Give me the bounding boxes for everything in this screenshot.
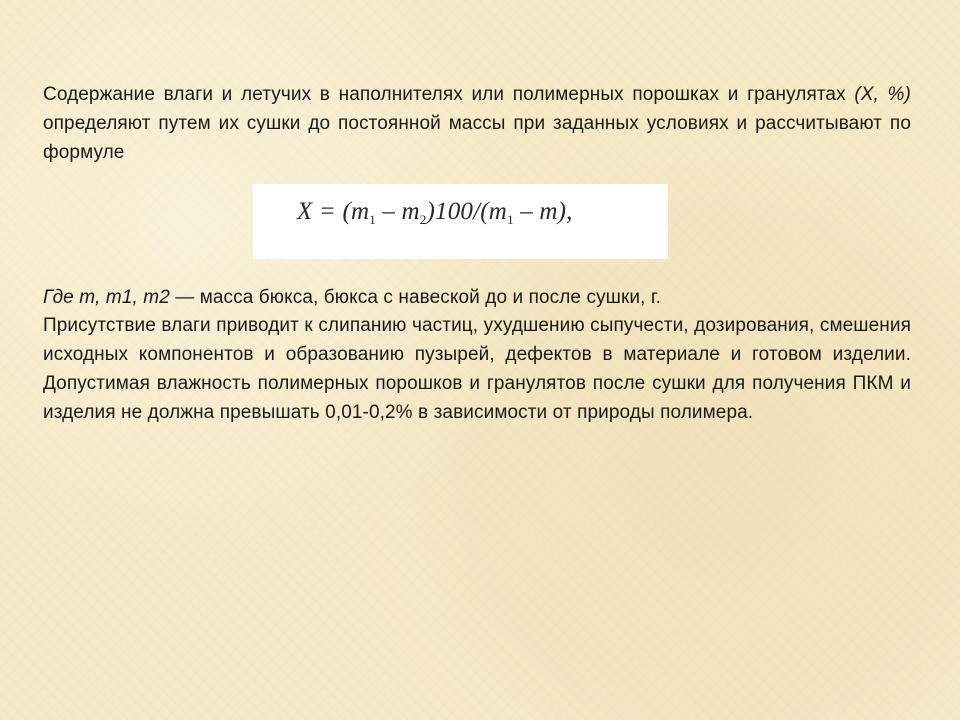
formula-part-1: X = (m [297, 198, 370, 225]
moisture-formula [297, 198, 573, 226]
formula-part-4: – m), [513, 198, 573, 225]
formula-image [253, 184, 668, 259]
intro-text-end: определяют путем их сушки до постоянной массы при заданных условиях и рассчитывают по формуле [43, 113, 911, 163]
intro-text-start: Содержание влаги и летучих в наполнителях или полимерных порошках и гранулятах [43, 84, 855, 105]
formula-sub-2: 2 [419, 212, 427, 227]
intro-paragraph [43, 80, 911, 167]
formula-sub-3: 1 [507, 212, 514, 227]
where-line [43, 283, 911, 312]
intro-variable: (X, %) [854, 84, 911, 105]
where-description: — масса бюкса, бюкса с навеской до и после сушки, г. [169, 287, 661, 308]
formula-part-3: )100/(m [426, 198, 508, 225]
where-variables: Где m, m1, m2 [43, 287, 170, 308]
body-paragraph: Присутствие влаги приводит к слипанию частиц, ухудшению сыпучести, дозирования, смешения исходных компонентов и образованию пузырей, дефектов в материале и готовом изделии. Допустимая влажность полимерных порошков и гранулятов после сушки для получения ПКМ и изделия не должна превышать 0,01-0,2% в зависимости от природы полимера. [43, 315, 911, 423]
formula-sub-1: 1 [369, 212, 376, 227]
formula-part-2: – m [375, 198, 420, 225]
